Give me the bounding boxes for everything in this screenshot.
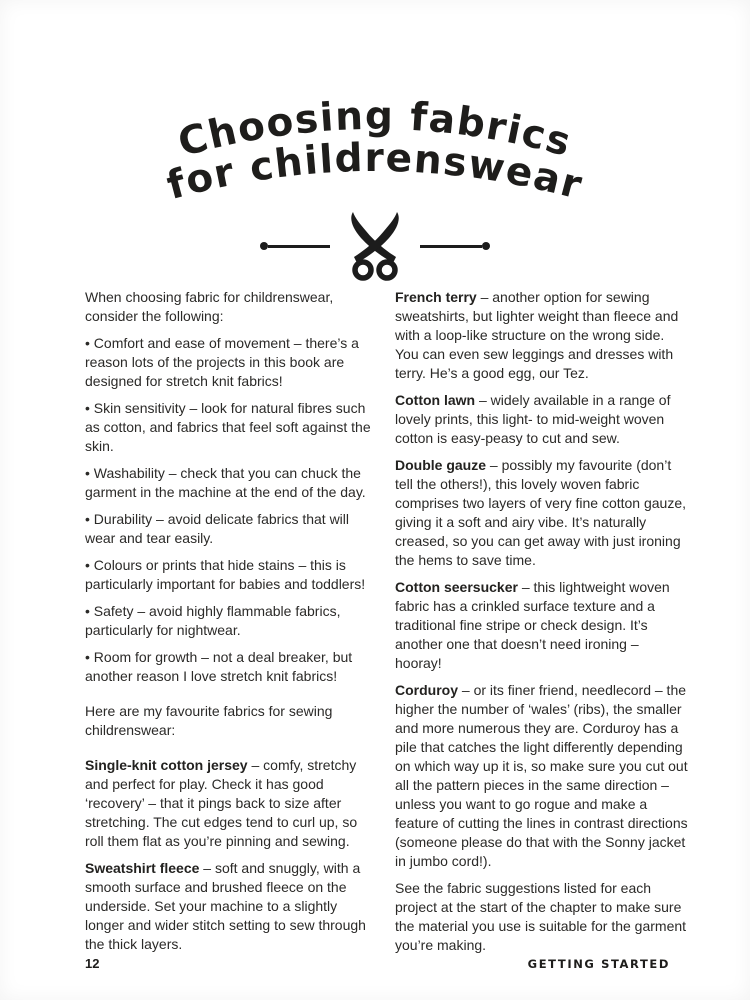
intro-paragraph: When choosing fabric for childrenswear, consider the following: [85, 289, 334, 324]
fabric-term: Cotton lawn [395, 392, 476, 408]
section-label: GETTING STARTED [527, 957, 670, 971]
fabric-description: – widely available in a range of lovely prints, this light- to mid-weight woven cotton is easy-peasy to cut and sew. [395, 392, 671, 446]
right-column [395, 288, 689, 963]
fabric-description: – this lightweight woven fabric has a crinkled surface texture and a traditional fine stripe or check design. It’s another one that doesn’t need ironing – hooray! [395, 579, 670, 671]
fabric-description: – possibly my favourite (don’t tell the others!), this lovely woven fabric comprises two layers of very fine cotton gauze, giving it a soft and airy vibe. It’s naturally creased, so you can get away with just ironing the hems to save time. [395, 457, 687, 568]
fabric-term: French terry [395, 289, 477, 305]
page-footer [85, 956, 670, 971]
title-line-2: for childrenswear [162, 135, 588, 209]
fabric-entry-double-gauze [395, 456, 689, 570]
closing-paragraph: See the fabric suggestions listed for each project at the start of the chapter to make sure the material you use is suitable for the garment you’re making. [395, 880, 687, 953]
bullet-item: • Skin sensitivity – look for natural fibres such as cotton, and fabrics that feel soft against the skin. [85, 400, 371, 454]
fabric-term: Single-knit cotton jersey [85, 757, 248, 773]
favourites-intro: Here are my favourite fabrics for sewing childrenswear: [85, 703, 333, 738]
left-column [85, 288, 379, 963]
bullet-item: • Safety – avoid highly flammable fabrics, particularly for nightwear. [85, 603, 341, 638]
bullet-item: • Colours or prints that hide stains – this is particularly important for babies and toddlers! [85, 557, 366, 592]
bullet-item: • Washability – check that you can chuck the garment in the machine at the end of the day. [85, 465, 366, 500]
bullet-item: • Comfort and ease of movement – there’s a reason lots of the projects in this book are designed for stretch knit fabrics! [85, 335, 359, 389]
fabric-entry-french-terry [395, 288, 689, 383]
scissors-divider [0, 209, 750, 283]
page-number: 12 [85, 956, 100, 971]
divider-line-right [420, 245, 482, 248]
scissors-icon [342, 210, 408, 282]
fabric-description: – soft and snuggly, with a smooth surface and brushed fleece on the underside. Set your machine to a slightly longer and wider stitch setting to sew through the thick layers. [85, 860, 366, 952]
fabric-entry-single-knit-cotton-jersey [85, 756, 379, 851]
divider-dot-right [482, 242, 490, 250]
fabric-term: Cotton seersucker [395, 579, 518, 595]
fabric-term: Double gauze [395, 457, 487, 473]
body-columns [85, 288, 689, 963]
fabric-entry-cotton-seersucker [395, 578, 689, 673]
bullet-item: • Room for growth – not a deal breaker, but another reason I love stretch knit fabrics! [85, 649, 353, 684]
title-line-1: Choosing fabrics [173, 93, 577, 167]
fabric-entry-sweatshirt-fleece [85, 859, 379, 954]
divider-line-left [268, 245, 330, 248]
fabric-term: Sweatshirt fleece [85, 860, 200, 876]
divider-dot-left [260, 242, 268, 250]
fabric-description: – comfy, stretchy and perfect for play. Check it has good ‘recovery’ – that it pings back to size after stretching. The cut edges tend to curl up, so roll them flat as you’re pinning and sewing. [85, 757, 358, 849]
fabric-entry-cotton-lawn [395, 391, 689, 448]
fabric-entry-corduroy [395, 681, 689, 871]
fabric-description: – another option for sewing sweatshirts, but lighter weight than fleece and with a loop-like structure on the wrong side. You can even sew leggings and dresses with terry. He’s a good egg, our Tez. [395, 289, 679, 381]
fabric-description: – or its finer friend, needlecord – the higher the number of ‘wales’ (ribs), the smaller and more numerous they are. Corduroy has a pile that catches the light differently depending on which way up it is, so make sure you cut out all the pattern pieces in the same direction – unless you want to go rogue and make a feature of cutting the lines in contrast directions (someone please do that with the Sonny jacket in jumbo cord!). [395, 682, 688, 869]
fabric-term: Corduroy [395, 682, 458, 698]
bullet-item: • Durability – avoid delicate fabrics that will wear and tear easily. [85, 511, 350, 546]
